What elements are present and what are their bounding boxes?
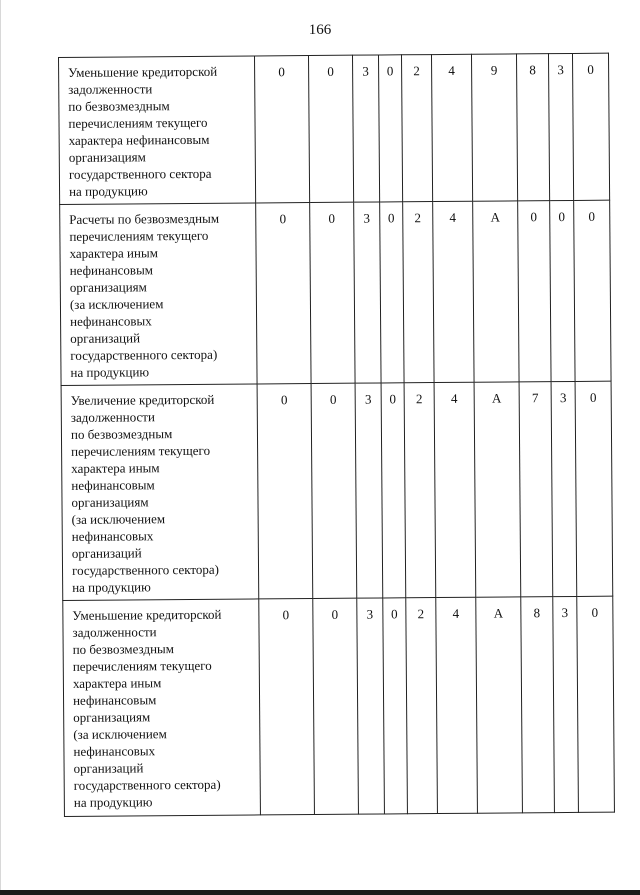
page-edge — [0, 0, 1, 895]
code-digit-2: 0 — [308, 55, 353, 202]
code-digit-9: 3 — [553, 596, 579, 812]
code-digit-9: 3 — [551, 381, 577, 596]
code-digit-1: 0 — [259, 599, 315, 815]
row-description: Уменьшение кредиторской задолженности по безвозмездным перечислениям текущего характера иным нефинансовым организациям (за исключением нефинансовых организаций государственного сектора) на продукцию — [63, 599, 261, 817]
code-digit-7: А — [476, 597, 523, 813]
code-digit-3: 3 — [357, 598, 385, 814]
code-digit-1: 0 — [257, 384, 313, 599]
code-digit-8: 8 — [521, 597, 555, 813]
code-digit-4: 0 — [378, 55, 402, 202]
code-digit-6: 4 — [434, 382, 476, 597]
code-digit-2: 0 — [311, 383, 357, 598]
page-number: 166 — [308, 22, 332, 38]
code-digit-4: 0 — [380, 202, 404, 383]
code-digit-6: 4 — [433, 201, 474, 382]
code-digit-7: А — [474, 382, 521, 597]
code-digit-10: 0 — [575, 381, 613, 596]
code-digit-6: 4 — [436, 597, 478, 813]
code-digit-5: 2 — [404, 383, 436, 598]
code-digit-7: 9 — [471, 54, 517, 201]
code-digit-5: 2 — [403, 202, 434, 383]
code-digit-8: 8 — [516, 54, 549, 201]
code-digit-8: 0 — [518, 201, 551, 382]
code-digit-2: 0 — [313, 598, 359, 814]
code-digit-4: 0 — [383, 598, 408, 814]
code-digit-8: 7 — [519, 382, 553, 597]
code-digit-4: 0 — [381, 383, 406, 598]
code-digit-2: 0 — [310, 202, 355, 383]
code-digit-1: 0 — [256, 203, 311, 384]
table-row — [63, 596, 615, 816]
row-description: Увеличение кредиторской задолженности по безвозмездным перечислениям текущего характера иным нефинансовым организациям (за исключением нефинансовых организаций государственного сектора) на продукцию — [61, 384, 259, 601]
code-digit-5: 2 — [406, 598, 438, 814]
code-digit-3: 3 — [352, 55, 379, 202]
code-digit-10: 0 — [572, 53, 609, 200]
code-digit-5: 2 — [401, 55, 432, 202]
budget-code-table-wrapper — [58, 53, 615, 817]
scan-edge — [0, 890, 640, 895]
code-digit-1: 0 — [254, 56, 309, 203]
code-digit-10: 0 — [577, 596, 615, 812]
code-digit-3: 3 — [355, 383, 383, 598]
table-row — [59, 53, 610, 204]
budget-code-table — [58, 53, 615, 817]
table-row — [61, 381, 613, 600]
table-row — [60, 200, 611, 385]
code-digit-9: 0 — [550, 200, 575, 381]
code-digit-9: 3 — [548, 53, 573, 200]
code-digit-3: 3 — [354, 202, 381, 383]
row-description: Расчеты по безвозмездным перечислениям текущего характера иным нефинансовым организациям (за исключением нефинансовых организаций государственного сектора) на продукцию — [60, 203, 257, 386]
code-digit-10: 0 — [574, 200, 611, 381]
code-digit-6: 4 — [431, 54, 472, 201]
code-digit-7: А — [473, 201, 519, 382]
row-description: Уменьшение кредиторской задолженности по безвозмездным перечислениям текущего характера нефинансовым организациям государственного сектора на продукцию — [59, 56, 256, 205]
